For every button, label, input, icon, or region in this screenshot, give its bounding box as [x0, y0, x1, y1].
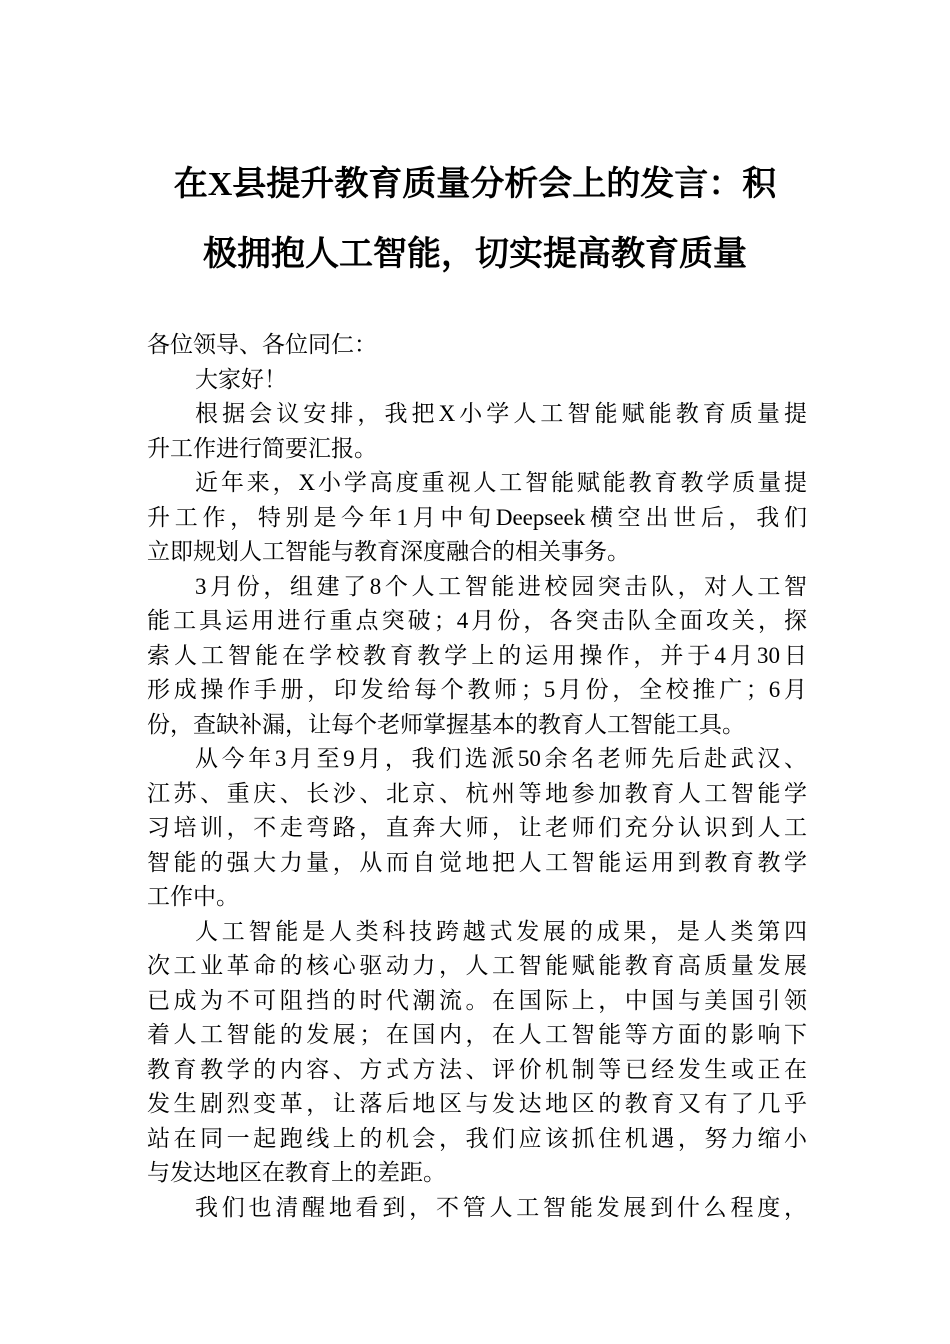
text-line: 江苏、重庆、长沙、北京、杭州等地参加教育人工智能学 [147, 780, 807, 806]
text-line: 能工具运用进行重点突破；4月份，各突击队全面攻关，探 [147, 608, 807, 633]
text-line: 升工作，特别是今年1月中旬Deepseek横空出世后，我们 [147, 504, 807, 530]
text-line: 我们也清醒地看到，不管人工智能发展到什么程度， [195, 1194, 807, 1220]
text-line: 站在同一起跑线上的机会，我们应该抓住机遇，努力缩小 [147, 1125, 807, 1151]
text-line: 工作中。 [147, 884, 239, 909]
text-line: 从今年3月至9月，我们选派50余名老师先后赴武汉、 [195, 746, 807, 771]
paragraph [147, 397, 807, 466]
paragraph [147, 1191, 807, 1226]
text-line: 已成为不可阻挡的时代潮流。在国际上，中国与美国引领 [147, 987, 807, 1013]
paragraph [147, 915, 807, 1191]
text-line: 大家好！ [195, 366, 287, 392]
paragraph [147, 363, 807, 398]
text-line: 习培训，不走弯路，直奔大师，让老师们充分认识到人工 [147, 815, 807, 840]
text-line: 智能的强大力量，从而自觉地把人工智能运用到教育教学 [147, 849, 807, 875]
text-line: 3月份，组建了8个人工智能进校园突击队，对人工智 [195, 573, 807, 599]
text-line: 各位领导、各位同仁： [147, 332, 377, 357]
text-line: 形成操作手册，印发给每个教师；5月份，全校推广；6月 [147, 677, 807, 702]
text-line: 教育教学的内容、方式方法、评价机制等已经发生或正在 [147, 1056, 807, 1082]
paragraph [147, 466, 807, 570]
text-line: 升工作进行简要汇报。 [147, 435, 377, 461]
text-line: 立即规划人工智能与教育深度融合的相关事务。 [147, 539, 630, 564]
document-title-line-2: 极拥抱人工智能，切实提高教育质量 [203, 236, 747, 273]
text-line: 根据会议安排，我把X小学人工智能赋能教育质量提 [195, 401, 807, 426]
text-line: 着人工智能的发展；在国内，在人工智能等方面的影响下 [147, 1022, 807, 1047]
document-title-line-1: 在X县提升教育质量分析会上的发言：积 [173, 166, 777, 203]
paragraph [147, 742, 807, 915]
text-line: 份，查缺补漏，让每个老师掌握基本的教育人工智能工具。 [147, 711, 745, 737]
text-line: 近年来，X小学高度重视人工智能赋能教育教学质量提 [195, 470, 807, 495]
paragraph [147, 570, 807, 743]
paragraph [147, 328, 807, 363]
document-body [147, 328, 807, 1225]
text-line: 索人工智能在学校教育教学上的运用操作，并于4月30日 [147, 642, 807, 668]
text-line: 次工业革命的核心驱动力，人工智能赋能教育高质量发展 [147, 953, 807, 978]
text-line: 与发达地区在教育上的差距。 [147, 1160, 446, 1185]
text-line: 人工智能是人类科技跨越式发展的成果，是人类第四 [195, 918, 807, 944]
text-line: 发生剧烈变革，让落后地区与发达地区的教育又有了几乎 [147, 1091, 807, 1116]
